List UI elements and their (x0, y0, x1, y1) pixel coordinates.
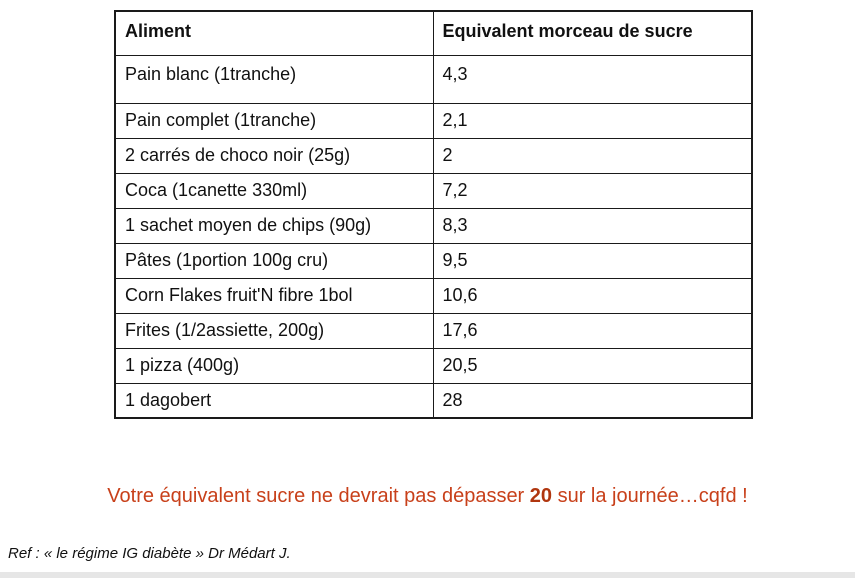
sugar-value-cell: 10,6 (433, 278, 752, 313)
sugar-value-cell: 9,5 (433, 243, 752, 278)
daily-limit-text-before: Votre équivalent sucre ne devrait pas dépasser (107, 485, 530, 507)
header-aliment: Aliment (115, 11, 433, 55)
food-cell: Pain blanc (1tranche) (115, 55, 433, 103)
food-cell: Pain complet (1tranche) (115, 103, 433, 138)
table-row (115, 313, 752, 348)
daily-limit-message (0, 485, 855, 508)
table-row (115, 55, 752, 103)
table-row (115, 173, 752, 208)
food-cell: Pâtes (1portion 100g cru) (115, 243, 433, 278)
reference-note: Ref : « le régime IG diabète » Dr Médart J. (8, 545, 291, 562)
table-row (115, 103, 752, 138)
food-cell: 2 carrés de choco noir (25g) (115, 138, 433, 173)
food-cell: Coca (1canette 330ml) (115, 173, 433, 208)
table-header-row (115, 11, 752, 55)
table-row (115, 208, 752, 243)
daily-limit-text-after: sur la journée…cqfd ! (552, 485, 748, 507)
table-row (115, 138, 752, 173)
table-row (115, 348, 752, 383)
sugar-value-cell: 7,2 (433, 173, 752, 208)
sugar-value-cell: 20,5 (433, 348, 752, 383)
food-cell: 1 pizza (400g) (115, 348, 433, 383)
daily-limit-value: 20 (529, 485, 553, 507)
table-row (115, 243, 752, 278)
header-sugar-equivalent: Equivalent morceau de sucre (433, 11, 752, 55)
food-cell: Corn Flakes fruit'N fibre 1bol (115, 278, 433, 313)
sugar-value-cell: 2,1 (433, 103, 752, 138)
bottom-divider (0, 572, 855, 578)
sugar-value-cell: 8,3 (433, 208, 752, 243)
food-cell: 1 dagobert (115, 383, 433, 418)
sugar-value-cell: 17,6 (433, 313, 752, 348)
sugar-value-cell: 28 (433, 383, 752, 418)
food-cell: Frites (1/2assiette, 200g) (115, 313, 433, 348)
sugar-value-cell: 2 (433, 138, 752, 173)
table-row (115, 383, 752, 418)
sugar-value-cell: 4,3 (433, 55, 752, 103)
sugar-equivalent-table (114, 10, 753, 419)
food-cell: 1 sachet moyen de chips (90g) (115, 208, 433, 243)
table-row (115, 278, 752, 313)
